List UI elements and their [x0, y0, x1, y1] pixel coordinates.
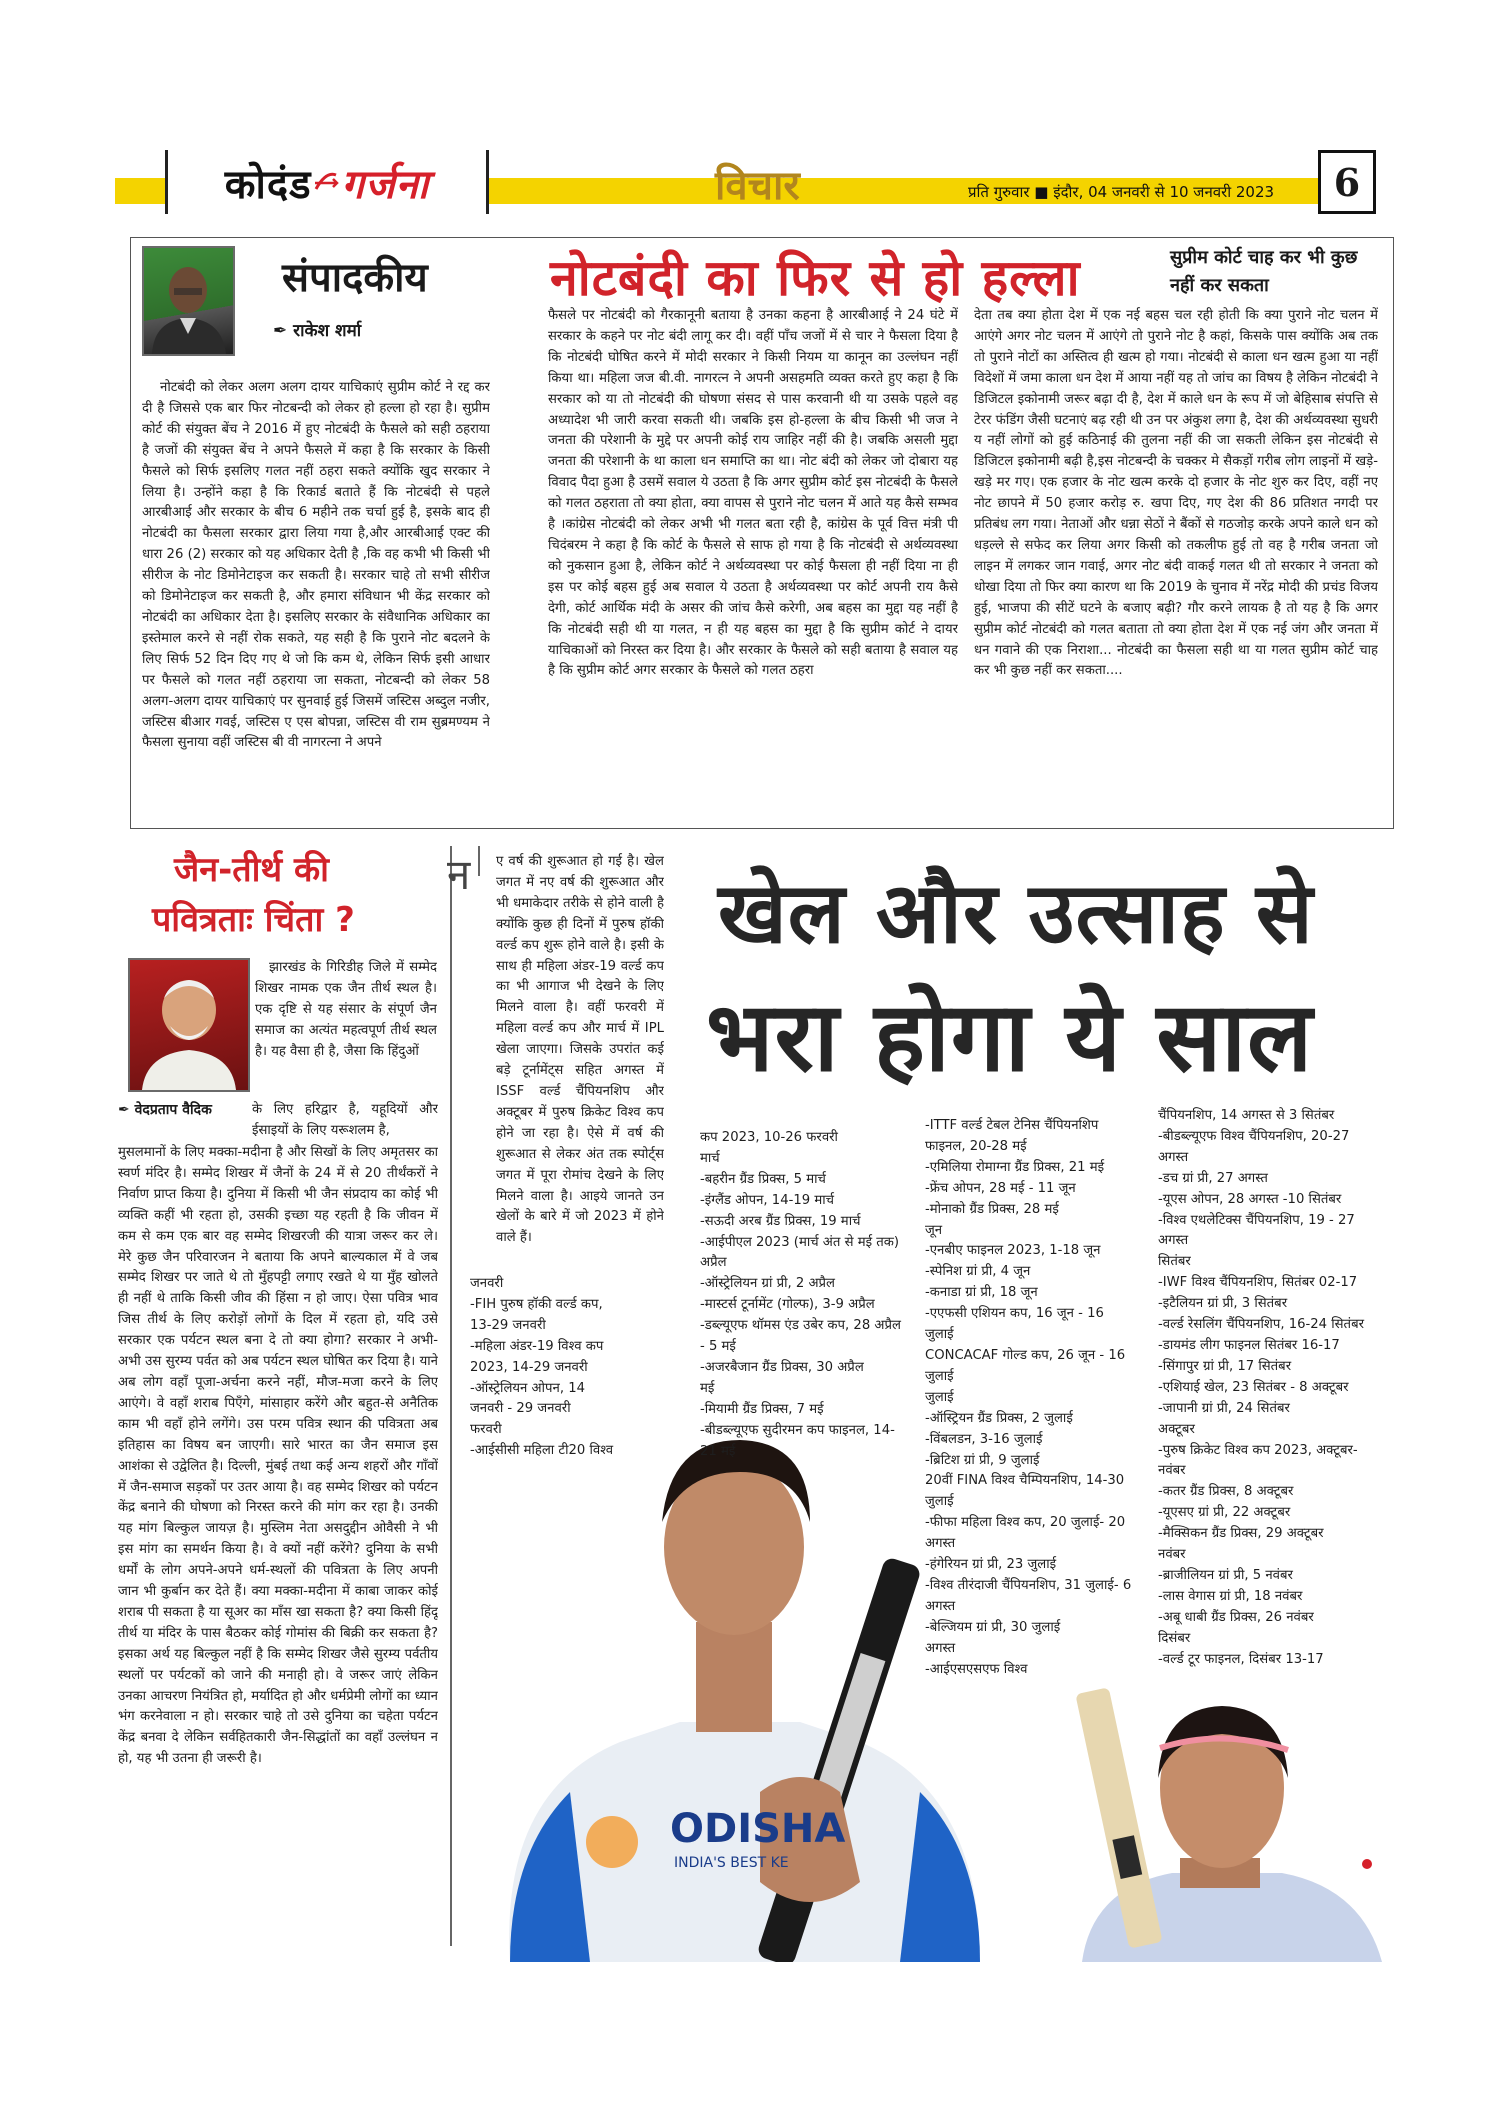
section-title: विचार	[715, 163, 800, 209]
pen-icon: ✒	[118, 1102, 130, 1118]
editorial-label: संपादकीय	[282, 254, 428, 301]
jain-byline	[118, 1100, 212, 1119]
schedule-column-2: कप 2023, 10-26 फरवरी मार्च -बहरीन ग्रैंड प्रिक्स, 5 मार्च -इंग्लैंड ओपन, 14-19 मार्च -सऊदी अरब ग्रैंड प्रिक्स, 19 मार्च -आईपीएल 2023 (मार्च अंत से मई तक) अप्रैल -ऑस्ट्रेलियन ग्रां प्री, 2 अप्रैल -मास्टर्स टूर्नामेंट (गोल्फ), 3-9 अप्रैल -डब्ल्यूएफ थॉमस एंड उबेर कप, 28 अप्रैल - 5 मई -अजरबैजान ग्रैंड प्रिक्स, 30 अप्रैल मई -मियामी ग्रैंड प्रिक्स, 7 मई -बीडब्ल्यूएफ सुदीरमन कप फाइनल, 14-21 मई	[700, 1130, 901, 1459]
editorial-byline	[273, 318, 361, 341]
vaidik-photo	[128, 958, 250, 1092]
editorial-byline-text: राकेश शर्मा	[293, 321, 362, 341]
editor-photo	[142, 246, 235, 356]
schedule-column-1: जनवरी -FIH पुरुष हॉकी वर्ल्ड कप, 13-29 जनवरी -महिला अंडर-19 विश्व कप 2023, 14-29 जनवरी -ऑस्ट्रेलियन ओपन, 14 जनवरी - 29 जनवरी फरवरी -आईसीसी महिला टी20 विश्व	[470, 1276, 614, 1459]
schedule-column-3: -ITTF वर्ल्ड टेबल टेनिस चैंपियनशिप फाइनल, 20-28 मई -एमिलिया रोमाग्ना ग्रैंड प्रिक्स, 21 मई -फ्रेंच ओपन, 28 मई - 11 जून -मोनाको ग्रैंड प्रिक्स, 28 मई जून -एनबीए फाइनल 2023, 1-18 जून -स्पेनिश ग्रां प्री, 4 जून -कनाडा ग्रां प्री, 18 जून -एएफसी एशियन कप, 16 जून - 16 जुलाई CONCACAF गोल्ड कप, 26 जून - 16 जुलाई जुलाई -ऑस्ट्रियन ग्रैंड प्रिक्स, 2 जुलाई -विंबलडन, 3-16 जुलाई -ब्रिटिश ग्रां प्री, 9 जुलाई 20वीं FINA विश्व चैम्पियनशिप, 14-30 जुलाई -फीफा महिला विश्व कप, 20 जुलाई- 20 अगस्त -हंगेरियन ग्रां प्री, 23 जुलाई -विश्व तीरंदाजी चैंपियनशिप, 31 जुलाई- 6 अगस्त -बेल्जियम ग्रां प्री, 30 जुलाई अगस्त -आईएसएसएफ विश्व	[925, 1118, 1132, 1677]
jain-headline-line1: जैन-तीर्थ की	[174, 850, 329, 890]
newspaper-logo	[165, 150, 489, 214]
sports-headline-line1: खेल और उत्साह से	[718, 864, 1314, 962]
jersey-sponsor-subtext: INDIA'S BEST KE	[674, 1855, 789, 1871]
editorial-column-2: फैसले पर नोटबंदी को गैरकानूनी बताया है उनका कहना है आरबीआई ने 24 घंटे में सरकार के कहने पर नोट बंदी लागू कर दी। वहीं पाँच जजों में से चार ने फैसला दिया है कि नोटबंदी घोषित करने में मोदी सरकार ने किसी नियम या कानून का उल्लंघन नहीं किया था। महिला जज बी.वी. नागरत्न ने अपनी असहमति व्यक्त करते हुए कहा है कि सरकार को या तो नोटबंदी की घोषणा संसद से पास करवानी थी या उसके पहले वह अध्यादेश भी जारी करवा सकती थी। जबकि इस हो-हल्ला के बीच किसी भी जज ने जनता की परेशानी के मुद्दे पर अपनी कोई राय जाहिर नहीं की है। जबकि असली मुद्दा जनता की परेशानी के था काला धन समाप्ति का था। नोट बंदी को लेकर जो दोबारा यह विवाद पैदा हुआ है उसमें सवाल ये उठता है कि अगर सुप्रीम कोर्ट इस नोटबंदी के फैसले को गलत ठहराता तो क्या होता, क्या वापस से पुराने नोट चलन में आते यह कैसे सम्भव है ।कांग्रेस नोटबंदी को लेकर अभी भी गलत बता रही है, कांग्रेस के पूर्व वित्त मंत्री पी चिदंबरम ने कहा है कि कोर्ट के फैसले से साफ हो गया है कि नोटबंदी से अर्थव्यवस्था को नुकसान हुआ है, लेकिन कोर्ट ने अर्थव्यवस्था पर कोई फैसला ही नहीं दिया ना ही इस पर कोई बहस हुई अब सवाल ये उठता है अर्थव्यवस्था पर कोर्ट अपनी राय कैसे देगी, कोर्ट आर्थिक मंदी के असर की जांच कैसे करेगी, अब बहस का मुद्दा यह नहीं है कि नोटबंदी सही थी या गलत, न ही यह बहस का मुद्दा है कि सुप्रीम कोर्ट ने दायर याचिकाओं को निरस्त कर दिया है। और सरकार के फैसले को सही बताया है सवाल यह है कि सुप्रीम कोर्ट अगर सरकार के फैसले को गलत ठहरा	[548, 308, 958, 679]
editorial-column-1: नोटबंदी को लेकर अलग अलग दायर याचिकाएं सुप्रीम कोर्ट ने रद्द कर दी है जिससे एक बार फिर नोटबन्दी को लेकर हो हल्ला हो रहा है। सुप्रीम कोर्ट की संयुक्त बेंच ने 2016 में हुए नोटबंदी के फैसले को सही ठहराया है जजों की संयुक्त बेंच ने अपने फैसले में कहा है कि सरकार के किसी फैसले को सिर्फ इसलिए गलत नहीं ठहरा सकते क्योंकि खुद सरकार ने लिया है। उन्होंने कहा है कि रिकार्ड बताते हैं कि नोटबंदी से पहले आरबीआई और सरकार के बीच 6 महीने तक चर्चा हुई है, इसके बाद ही नोटबंदी का फैसला सरकार द्वारा लिया गया है,और आरबीआई एक्ट की धारा 26 (2) सरकार को यह अधिकार देती है ,कि वह कभी भी किसी भी सीरीज के नोट डिमोनेटाइज कर सकती है। सरकार चाहे तो सभी सीरीज को डिमोनेटाइज कर सकती है, और हमारा संविधान भी केंद्र सरकार को नोटबंदी का अधिकार देता है। इसलिए सरकार के संवैधानिक अधिकार का इस्तेमाल करने से नहीं रोक सकते, यह सही है कि पुराने नोट बदलने के लिए सिर्फ 52 दिन दिए गए थे जो कि कम थे, लेकिन सिर्फ इसी आधार पर फैसले को गलत नहीं ठहराया जा सकता, नोटबन्दी को लेकर 58 अलग-अलग दायर याचिकाएं पर सुनवाई हुई जिसमें जस्टिस अब्दुल नजीर, जस्टिस बीआर गवई, जस्टिस ए एस बोपन्ना, जस्टिस वी राम सुब्रमण्यम ने फैसला सुनाया वहीं जस्टिस बी वी नागरत्ना ने अपने	[142, 380, 490, 751]
jain-headline-line2: पवित्रताः चिंता ?	[152, 900, 355, 940]
issue-date: प्रति गुरुवार ■ इंदौर, 04 जनवरी से 10 जनवरी 2023	[968, 183, 1275, 201]
editorial-headline: नोटबंदी का फिर से हो हल्ला	[550, 249, 1081, 307]
jain-after-byline: के लिए हरिद्वार है, यहूदियों और ईसाइयों के लिए यरूशलम है,	[252, 1102, 438, 1138]
logo-text-red: गर्जना	[341, 161, 430, 208]
sports-intro: ए वर्ष की शुरूआत हो गई है। खेल जगत में नए वर्ष की शुरूआत और भी धमाकेदार तरीके से होने वाली है क्योंकि कुछ ही दिनों में पुरुष हॉकी वर्ल्ड कप शुरू होने वाले है। इसी के साथ ही महिला अंडर-19 वर्ल्ड कप का भी आगाज भी देखने के लिए मिलने वाला है। वहीं फरवरी में महिला वर्ल्ड कप और मार्च में IPL खेला जाएगा। जिसके उपरांत कई बड़े टूर्नामेंट्स सहित अगस्त में ISSF वर्ल्ड चैंपियनशिप और अक्टूबर में पुरुष क्रिकेट विश्व कप होने जा रहा है। ऐसे में वर्ष की शुरूआत से लेकर अंत तक स्पोर्ट्स जगत में पूरा रोमांच देखने के लिए मिलने वाला है। आइये जानते उन खेलों के बारे में जो 2023 में होने वाले हैं।	[496, 854, 664, 1246]
jain-intro: झारखंड के गिरिडीह जिले में सम्मेद शिखर नामक एक जैन तीर्थ स्थल है। एक दृष्टि से यह संसार के संपूर्ण जैन समाज का अत्यंत महत्वपूर्ण तीर्थ स्थल है। यह वैसा ही है, जैसा कि हिंदुओं	[255, 960, 437, 1059]
bow-arrow-icon	[313, 169, 339, 195]
writer-portrait-icon	[130, 960, 248, 1090]
editorial-side-headline: सुप्रीम कोर्ट चाह कर भी कुछ नहीं कर सकता	[1170, 247, 1358, 296]
column-divider-2	[478, 846, 480, 876]
end-marker-icon	[1362, 1859, 1372, 1869]
sports-drop-letter: न	[447, 850, 471, 899]
editorial-column-3: देता तब क्या होता देश में एक नई बहस चल रही होती कि क्या पुराने नोट चलन में आएंगे अगर नोट चलन में आएंगे तो पुराने नोट है कहां, किसके पास क्योंकि अब तक तो पुराने नोटों का अस्तित्व ही खत्म हो गया। नोटबंदी से काला धन खत्म हुआ या नहीं विदेशों में जमा काला धन देश में आया नहीं यह तो जांच का विषय है लेकिन नोटबंदी ने डिजिटल इकोनामी जरूर बढ़ा दी है, देश में काले धन के रूप में जो बेहिसाब संपत्ति से टेरर फंडिंग जैसी घटनाएं बढ़ रही थी उन पर अंकुश लगा है, देश की अर्थव्यवस्था सुधरी य नहीं लोगों को हुई कठिनाई की तुलना नहीं की जा सकती लेकिन इस नोटबंदी से डिजिटल इकोनामी बढ़ी है,इस नोटबन्दी के चक्कर मे सैकड़ों गरीब लोग लाइनों में खड़े-खड़े मर गए। एक हजार के नोट खत्म करके दो हजार के नोट शुरु कर दिए, वहीं नए नोट छापने में 50 हजार करोड़ रु. खपा दिए, गए देश की 86 प्रतिशत नगदी पर प्रतिबंध लग गया। नेताओं और धन्ना सेठों ने बैंकों से गठजोड़ करके अपने काले धन को धड़ल्ले से सफेद कर लिया अगर किसी को तकलीफ हुई तो वह है गरीब जनता जो लाइन में लगकर जान गवाई, अगर नोट बंदी वाकई गलत थी तो सरकार ने जनता को धोखा दिया तो फिर क्या कारण था कि 2019 के चुनाव में नरेंद्र मोदी की प्रचंड विजय हुई, भाजपा की सीटें घटने के बजाए बढ़ी? गौर करने लायक है तो यह है कि अगर सुप्रीम कोर्ट नोटबंदी को गलत बताता तो क्या होता देश में एक नई जंग और जनता में धन गवाने की एक निराशा... नोटबंदी का फैसला सही था या गलत सुप्रीम कोर्ट चाह कर भी कुछ नहीं कर सकता....	[974, 308, 1378, 679]
editor-portrait-icon	[144, 248, 233, 354]
jain-byline-text: वेदप्रताप वैदिक	[134, 1102, 212, 1118]
jain-body: मुसलमानों के लिए मक्का-मदीना है और सिखों के लिए अमृतसर का स्वर्ण मंदिर है। सम्मेद शिखर में जैनों के 24 में से 20 तीर्थंकरों ने निर्वाण प्राप्त किया है। दुनिया में किसी भी जैन संप्रदाय का कोई भी व्यक्ति कहीं भी रहता हो, उसकी इच्छा यह रहती है कि जीवन में कम से कम एक बार वह सम्मेद शिखरजी की यात्रा जरूर कर ले। मेरे कुछ जैन परिवारजन ने बताया कि अपने बाल्यकाल में वे जब सम्मेद शिखर पर जाते थे तो मुँहपट्टी लगाए रखते थे या मुँह खोलते ही नहीं थे ताकि किसी जीव की हिंसा न हो जाए। ऐसा पवित्र भाव जिस तीर्थ के लिए करोड़ों लोगों के दिल में रहता हो, यदि उसे सरकार एक पर्यटन स्थल बना दे तो क्या होगा? सरकार ने अभी-अभी उस सुरम्य पर्वत को अब पर्यटन स्थल घोषित कर दिया है। याने अब लोग वहाँ पूजा-अर्चना करने नहीं, मौज-मजा करने के लिए आएंगे। वे वहाँ शराब पिएँगे, मांसाहार करेंगे और बहुत-से अनैतिक काम भी वहाँ होने लगेंगे। उस परम पवित्र स्थान की पवित्रता अब इतिहास का विषय बन जाएगी। सारे भारत का जैन समाज इस आशंका से उद्वेलित है। दिल्ली, मुंबई तथा कई अन्य शहरों और गाँवों में जैन-समाज सड़कों पर उतर आया है। वह सम्मेद शिखर को पर्यटन केंद्र बनाने की घोषणा को निरस्त करने की मांग कर रहा है। उनकी यह मांग बिल्कुल जायज़ है। मुस्लिम नेता असदुद्दीन ओवैसी ने भी इस मांग का समर्थन किया है। वे क्यों नहीं करेंगे? दुनिया के सभी धर्मों के लोग अपने-अपने धर्म-स्थलों की पवित्रता के लिए अपनी जान भी कुर्बान कर देते हैं। क्या मक्का-मदीना में काबा जाकर कोई शराब पी सकता है या सूअर का माँस खा सकता है? क्या किसी हिंदू तीर्थ या मंदिर के पास बैठकर कोई गोमांस की बिक्री कर सकता है? इसका अर्थ यह बिल्कुल नहीं है कि सम्मेद शिखर जैसे सुरम्य पर्वतीय स्थलों पर पर्यटकों को जाने की मनाही हो। वे जरूर जाएं लेकिन उनका आचरण नियंत्रित हो, मर्यादित हो और धर्मप्रेमी लोगों का ध्यान भंग करनेवाला न हो। सरकार चाहे तो उसे दुनिया का चहेता पर्यटन केंद्र बनवा दे लेकिन सर्वहितकारी जैन-सिद्धांतों का वहाँ उल्लंघन न हो, यह भी उतना ही जरूरी है।	[118, 1145, 438, 1767]
jersey-sponsor-text: ODISHA	[670, 1806, 846, 1852]
schedule-column-4: चैंपियनशिप, 14 अगस्त से 3 सितंबर -बीडब्ल्यूएफ विश्व चैंपियनशिप, 20-27 अगस्त -डच ग्रां प्री, 27 अगस्त -यूएस ओपन, 28 अगस्त -10 सितंबर -विश्व एथलेटिक्स चैंपियनशिप, 19 - 27 अगस्त सितंबर -IWF विश्व चैंपियनशिप, सितंबर 02-17 -इटैलियन ग्रां प्री, 3 सितंबर -वर्ल्ड रेसलिंग चैंपियनशिप, 16-24 सितंबर -डायमंड लीग फाइनल सितंबर 16-17 -सिंगापुर ग्रां प्री, 17 सितंबर -एशियाई खेल, 23 सितंबर - 8 अक्टूबर -जापानी ग्रां प्री, 24 सितंबर अक्टूबर -पुरुष क्रिकेट विश्व कप 2023, अक्टूबर-नवंबर -कतर ग्रैंड प्रिक्स, 8 अक्टूबर -यूएसए ग्रां प्री, 22 अक्टूबर -मैक्सिकन ग्रैंड प्रिक्स, 29 अक्टूबर नवंबर -ब्राजीलियन ग्रां प्री, 5 नवंबर -लास वेगास ग्रां प्री, 18 नवंबर -अबू धाबी ग्रैंड प्रिक्स, 26 नवंबर दिसंबर -वर्ल्ड टूर फाइनल, दिसंबर 13-17	[1158, 1108, 1365, 1667]
sports-headline-line2: भरा होगा ये साल	[706, 981, 1314, 1093]
logo-text-black: कोदंड	[224, 161, 312, 208]
page-number: 6	[1318, 150, 1376, 214]
jersey-logo-icon	[586, 1816, 638, 1868]
pen-icon: ✒	[273, 321, 288, 341]
